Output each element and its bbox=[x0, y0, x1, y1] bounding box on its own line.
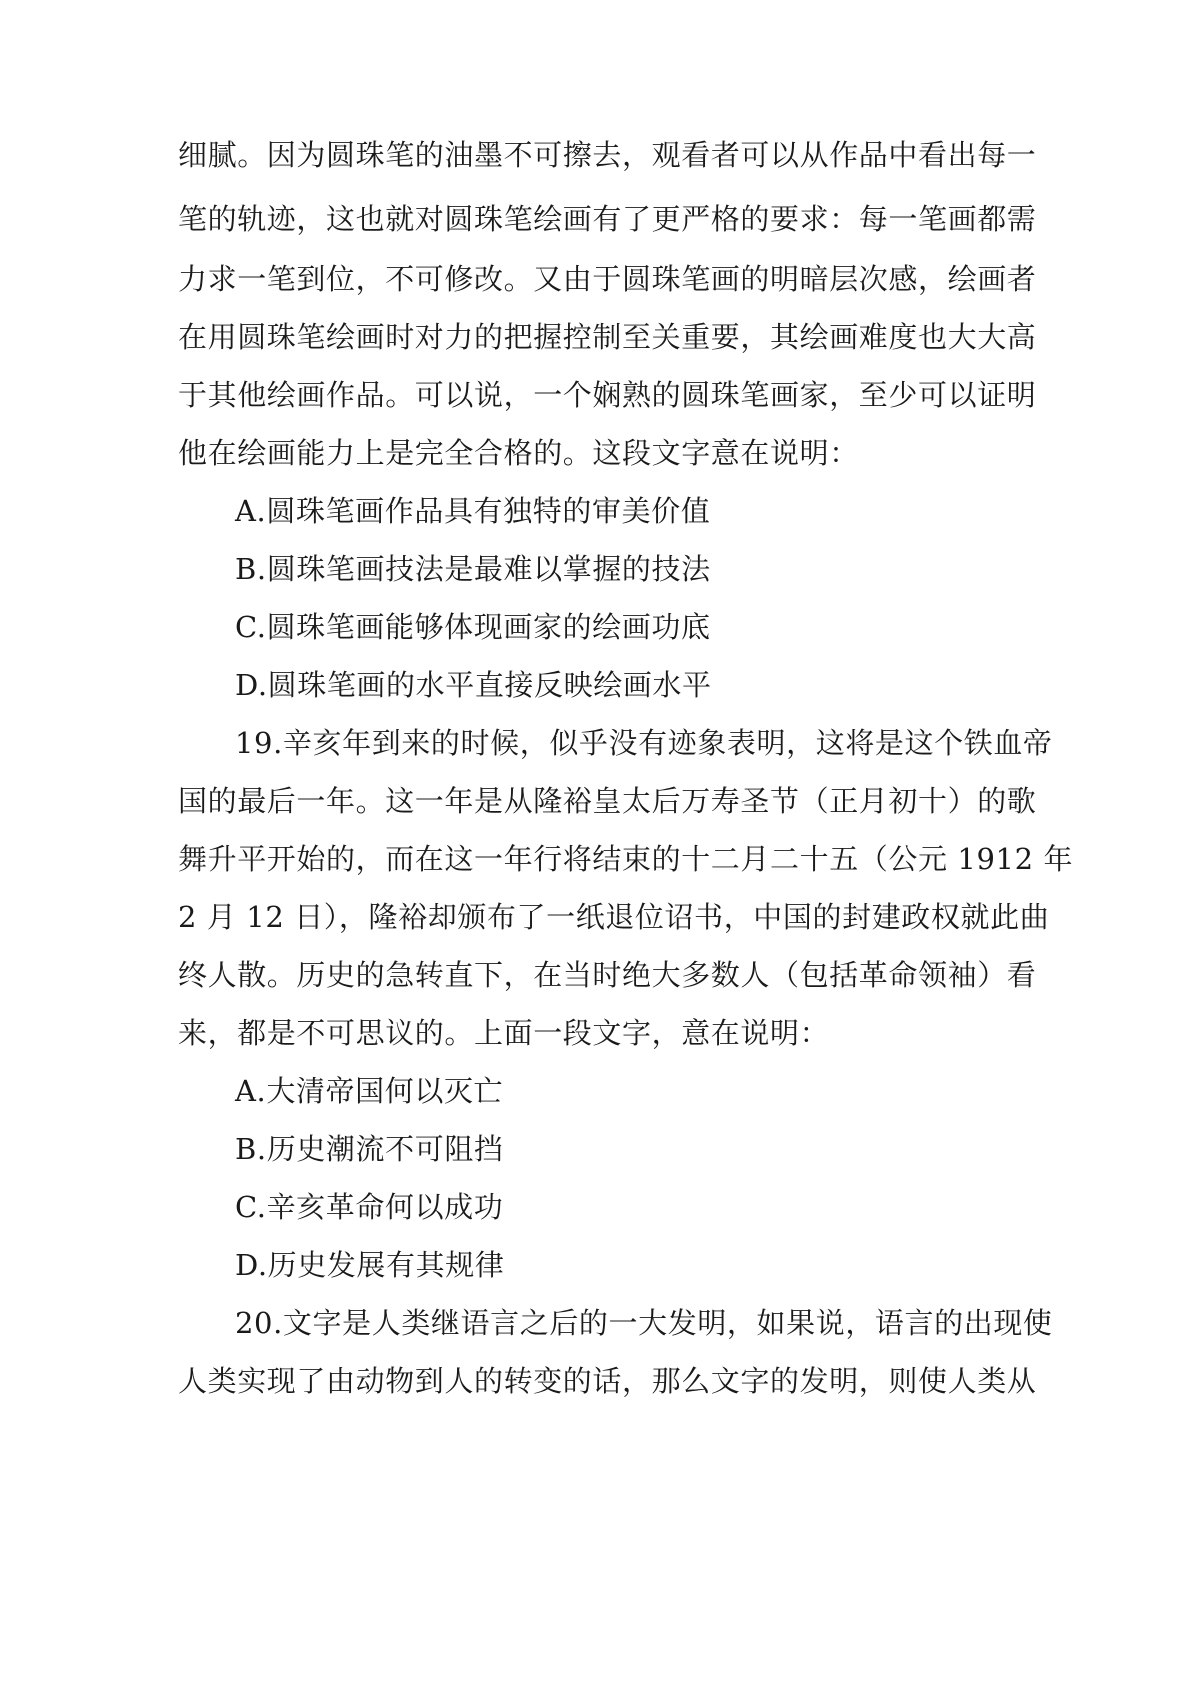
question-18-option-d: D.圆珠笔画的水平直接反映绘画水平 bbox=[235, 668, 712, 702]
question-18-option-c: C.圆珠笔画能够体现画家的绘画功底 bbox=[235, 610, 711, 644]
passage-18-line-3: 力求一笔到位，不可修改。又由于圆珠笔画的明暗层次感，绘画者 bbox=[178, 262, 1037, 296]
question-19-line-2: 国的最后一年。这一年是从隆裕皇太后万寿圣节（正月初十）的歌 bbox=[178, 784, 1037, 818]
question-19-option-d: D.历史发展有其规律 bbox=[235, 1248, 505, 1282]
question-19-option-b: B.历史潮流不可阻挡 bbox=[235, 1132, 504, 1166]
passage-18-line-5: 于其他绘画作品。可以说，一个娴熟的圆珠笔画家，至少可以证明 bbox=[178, 378, 1037, 412]
question-19-line-3: 舞升平开始的，而在这一年行将结束的十二月二十五（公元 1912 年 bbox=[178, 842, 1074, 876]
passage-18-line-4: 在用圆珠笔绘画时对力的把握控制至关重要，其绘画难度也大大高 bbox=[178, 320, 1037, 354]
question-19-line-4: 2 月 12 日），隆裕却颁布了一纸退位诏书，中国的封建政权就此曲 bbox=[178, 900, 1050, 934]
question-18-option-a: A.圆珠笔画作品具有独特的审美价值 bbox=[235, 494, 711, 528]
passage-18-line-6: 他在绘画能力上是完全合格的。这段文字意在说明： bbox=[178, 436, 859, 470]
passage-18-line-1: 细腻。因为圆珠笔的油墨不可擦去，观看者可以从作品中看出每一 bbox=[178, 138, 1037, 172]
question-19-line-1: 19.辛亥年到来的时候，似乎没有迹象表明，这将是这个铁血帝 bbox=[235, 726, 1053, 760]
question-20-line-1: 20.文字是人类继语言之后的一大发明，如果说，语言的出现使 bbox=[235, 1306, 1053, 1340]
question-19-line-6: 来，都是不可思议的。上面一段文字，意在说明： bbox=[178, 1016, 830, 1050]
question-20-line-2: 人类实现了由动物到人的转变的话，那么文字的发明，则使人类从 bbox=[178, 1364, 1037, 1398]
passage-18-line-2: 笔的轨迹，这也就对圆珠笔绘画有了更严格的要求：每一笔画都需 bbox=[178, 202, 1037, 236]
question-19-option-c: C.辛亥革命何以成功 bbox=[235, 1190, 504, 1224]
question-18-option-b: B.圆珠笔画技法是最难以掌握的技法 bbox=[235, 552, 711, 586]
question-19-line-5: 终人散。历史的急转直下，在当时绝大多数人（包括革命领袖）看 bbox=[178, 958, 1037, 992]
question-19-option-a: A.大清帝国何以灭亡 bbox=[235, 1074, 504, 1108]
